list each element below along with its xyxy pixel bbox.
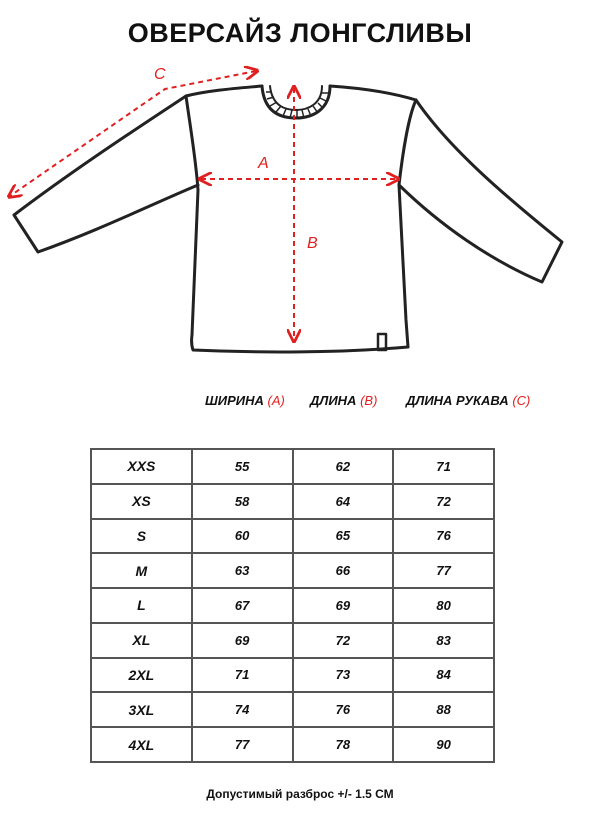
size-cell: L bbox=[91, 588, 192, 623]
length-cell: 78 bbox=[293, 727, 394, 762]
sleeve-cell: 83 bbox=[393, 623, 494, 658]
table-row bbox=[91, 727, 494, 762]
table-row bbox=[91, 553, 494, 588]
width-cell: 55 bbox=[192, 449, 293, 484]
sleeve-cell: 80 bbox=[393, 588, 494, 623]
header-width: ШИРИНА (A) bbox=[205, 393, 285, 408]
length-cell: 73 bbox=[293, 658, 394, 693]
length-cell: 66 bbox=[293, 553, 394, 588]
width-cell: 69 bbox=[192, 623, 293, 658]
sleeve-cell: 71 bbox=[393, 449, 494, 484]
length-cell: 64 bbox=[293, 484, 394, 519]
label-b: B bbox=[307, 235, 318, 252]
table-row bbox=[91, 519, 494, 554]
measurement-arrows bbox=[10, 71, 397, 340]
column-headers bbox=[0, 393, 600, 413]
width-cell: 71 bbox=[192, 658, 293, 693]
neckline-outer bbox=[262, 86, 330, 118]
page-title: ОВЕРСАЙЗ ЛОНГСЛИВЫ bbox=[127, 18, 473, 48]
label-c: C bbox=[154, 66, 166, 83]
header-length: ДЛИНА (B) bbox=[310, 393, 378, 408]
size-cell: XL bbox=[91, 623, 192, 658]
length-cell: 76 bbox=[293, 692, 394, 727]
shirt-outline bbox=[14, 86, 562, 352]
tolerance-note: Допустимый разброс +/- 1.5 СМ bbox=[206, 787, 394, 801]
left-sleeve bbox=[14, 96, 198, 252]
label-a: A bbox=[258, 155, 269, 172]
table-row bbox=[91, 623, 494, 658]
longsleeve-diagram bbox=[0, 0, 600, 370]
size-cell: 4XL bbox=[91, 727, 192, 762]
width-cell: 74 bbox=[192, 692, 293, 727]
length-cell: 65 bbox=[293, 519, 394, 554]
size-cell: 2XL bbox=[91, 658, 192, 693]
size-cell: S bbox=[91, 519, 192, 554]
table-row bbox=[91, 449, 494, 484]
length-cell: 72 bbox=[293, 623, 394, 658]
width-cell: 58 bbox=[192, 484, 293, 519]
length-cell: 62 bbox=[293, 449, 394, 484]
table-row bbox=[91, 692, 494, 727]
width-cell: 77 bbox=[192, 727, 293, 762]
size-cell: 3XL bbox=[91, 692, 192, 727]
header-sleeve: ДЛИНА РУКАВА (C) bbox=[406, 393, 531, 408]
width-cell: 63 bbox=[192, 553, 293, 588]
sleeve-cell: 88 bbox=[393, 692, 494, 727]
size-cell: XS bbox=[91, 484, 192, 519]
sleeve-cell: 77 bbox=[393, 553, 494, 588]
shirt-body bbox=[186, 86, 416, 352]
table-row bbox=[91, 484, 494, 519]
size-table bbox=[90, 448, 495, 763]
sleeve-cell: 90 bbox=[393, 727, 494, 762]
width-cell: 67 bbox=[192, 588, 293, 623]
right-sleeve bbox=[399, 100, 562, 282]
size-cell: M bbox=[91, 553, 192, 588]
length-cell: 69 bbox=[293, 588, 394, 623]
sleeve-cell: 72 bbox=[393, 484, 494, 519]
sleeve-cell: 76 bbox=[393, 519, 494, 554]
sleeve-cell: 84 bbox=[393, 658, 494, 693]
table-row bbox=[91, 658, 494, 693]
width-cell: 60 bbox=[192, 519, 293, 554]
table-row bbox=[91, 588, 494, 623]
size-cell: XXS bbox=[91, 449, 192, 484]
